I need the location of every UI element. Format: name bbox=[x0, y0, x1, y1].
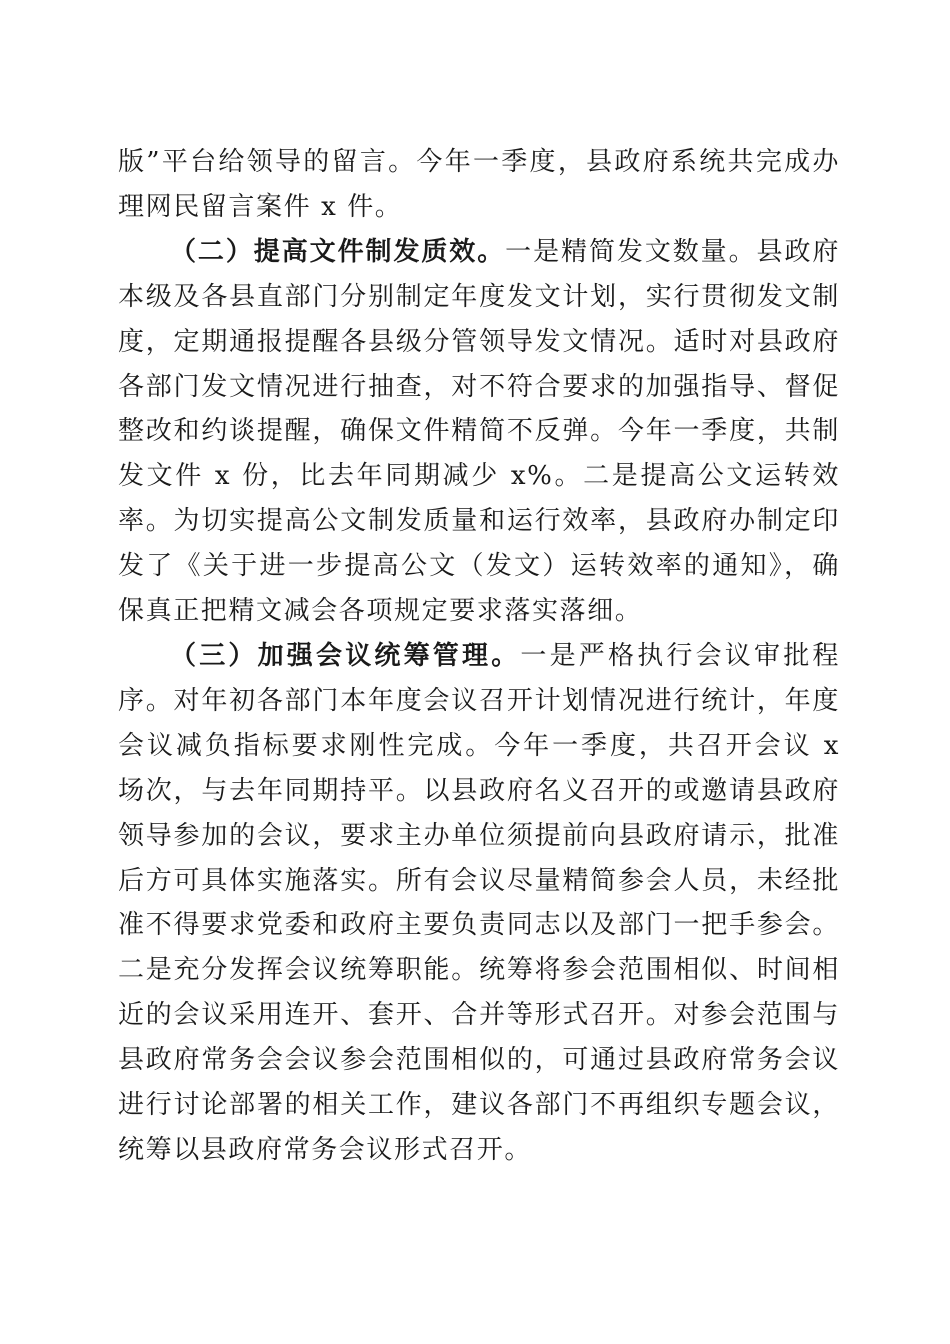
section-heading-2: （二）提高文件制发质效。 bbox=[170, 236, 506, 267]
paragraph-text: 一是严格执行会议审批程序。对年初各部门本年度会议召开计划情况进行统计，年度会议减负指标要求刚性完成。今年一季度，共召开会议 x 场次，与去年同期持平。以县政府名义召开的或邀请县政府领导参加的会议，要求主办单位须提前向县政府请示，批准后方可具体实施落实。所有会议尽量精简参会人员，未经批准不得要求党委和政府主要负责同志以及部门一把手参会。二是充分发挥会议统筹职能。统筹将参会范围相似、时间相近的会议采用连开、套开、合并等形式召开。对参会范围与县政府常务会会议参会范围相似的，可通过县政府常务会议进行讨论部署的相关工作，建议各部门不再组织专题会议，统筹以县政府常务会议形式召开。 bbox=[118, 640, 841, 1165]
paragraph-continuation bbox=[118, 140, 840, 230]
paragraph-text: 一是精简发文数量。县政府本级及各县直部门分别制定年度发文计划，实行贯彻发文制度，定期通报提醒各县级分管领导发文情况。适时对县政府各部门发文情况进行抽查，对不符合要求的加强指导、督促整改和约谈提醒，确保文件精简不反弹。今年一季度，共制发文件 x 份，比去年同期减少 x%。二是提高公文运转效率。为切实提高公文制发质量和运行效率，县政府办制定印发了《关于进一步提高公文（发文）运转效率的通知》，确保真正把精文减会各项规定要求落实落细。 bbox=[118, 236, 841, 627]
paragraph-section-2 bbox=[118, 230, 840, 634]
document-body bbox=[118, 140, 840, 1173]
paragraph-section-3 bbox=[118, 634, 840, 1173]
section-heading-3: （三）加强会议统筹管理。 bbox=[170, 640, 521, 671]
paragraph-text: 版”平台给领导的留言。今年一季度，县政府系统共完成办理网民留言案件 x 件。 bbox=[118, 147, 840, 222]
